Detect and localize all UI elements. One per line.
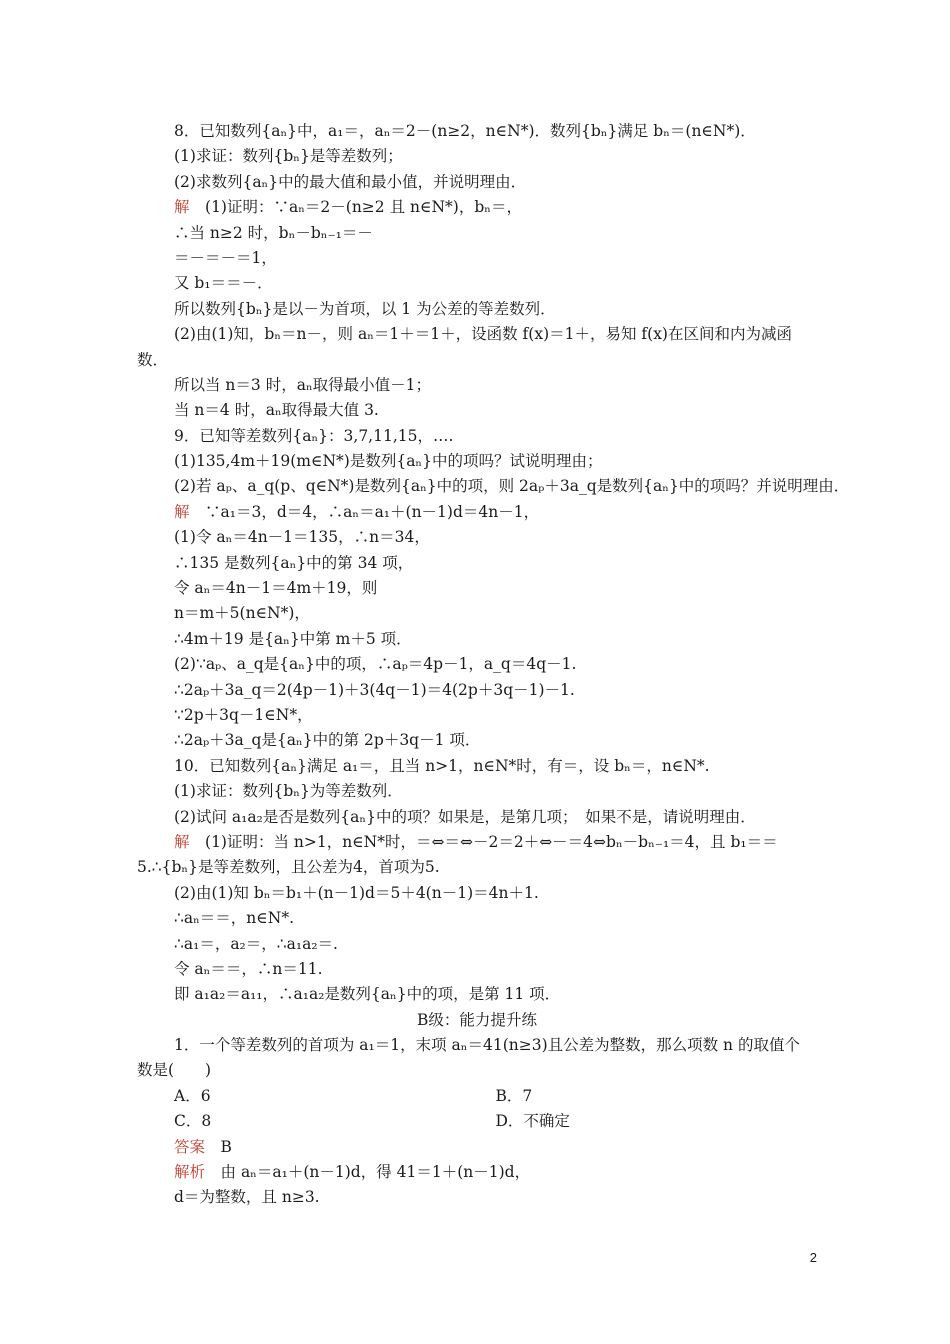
text-line — [137, 170, 817, 195]
text-line — [137, 348, 817, 373]
page-number: 2 — [809, 1250, 817, 1265]
text-line — [137, 754, 817, 779]
options-row-2 — [137, 1109, 817, 1134]
text-line — [137, 855, 817, 880]
line-text: 又 b₁＝＝－． — [174, 274, 273, 293]
analysis-line — [137, 1160, 817, 1185]
text-line — [137, 144, 817, 169]
line-text: (1)证明：当 n>1，n∈N*时，＝⇔＝⇔－2＝2＋⇔－＝4⇔bₙ－bₙ₋₁＝4，且 b₁＝＝ — [189, 832, 778, 851]
answer-label: 答案 — [174, 1137, 206, 1156]
text-line — [137, 779, 817, 804]
line-text: (1)求证：数列{bₙ}是等差数列； — [174, 147, 403, 166]
line-text: ∴aₙ＝＝，n∈N*. — [174, 909, 295, 928]
line-text: ∴当 n≥2 时，bₙ－bₙ₋₁＝－ — [174, 223, 373, 242]
line-text: (2)∵aₚ、a_q是{aₙ}中的项，∴aₚ＝4p－1，a_q＝4q－1. — [174, 655, 577, 674]
line-text: 5.∴{bₙ}是等差数列，且公差为4，首项为5. — [137, 858, 440, 877]
option-c: C．8 — [174, 1112, 212, 1131]
analysis-line-2: d＝为整数，且 n≥3. — [174, 1188, 320, 1207]
text-line — [137, 195, 817, 220]
text-line — [137, 221, 817, 246]
page-content — [137, 119, 850, 1211]
text-line — [137, 728, 817, 753]
solution-lines — [137, 119, 850, 1008]
line-text: ∴2aₚ＋3a_q＝2(4p－1)＋3(4q－1)＝4(2p＋3q－1)－1. — [174, 680, 575, 699]
line-text: 所以当 n＝3 时，aₙ取得最小值－1； — [174, 375, 432, 394]
line-text: 当 n＝4 时，aₙ取得最大值 3. — [174, 401, 379, 420]
text-line — [137, 982, 817, 1007]
text-line — [137, 576, 817, 601]
text-line — [137, 424, 817, 449]
line-text: (2)由(1)知 bₙ＝b₁＋(n－1)d＝5＋4(n－1)＝4n＋1. — [174, 883, 539, 902]
text-line — [137, 297, 817, 322]
text-line — [137, 627, 817, 652]
solution-label: 解 — [174, 502, 190, 521]
text-line — [137, 703, 817, 728]
line-text: (2)由(1)知，bₙ＝n－，则 aₙ＝1＋＝1＋，设函数 f(x)＝1＋，易知 f(x)在区间和内为减函 — [174, 325, 792, 344]
solution-label: 解 — [174, 198, 190, 217]
options-row-1 — [137, 1084, 817, 1109]
line-text: (2)求数列{aₙ}中的最大值和最小值，并说明理由． — [174, 172, 527, 191]
line-text: 即 a₁a₂＝a₁₁，∴a₁a₂是数列{aₙ}中的项，是第 11 项． — [174, 985, 561, 1004]
line-text: 令 aₙ＝＝，∴n＝11. — [174, 959, 323, 978]
text-line — [137, 957, 817, 982]
text-line — [137, 474, 850, 499]
answer-line — [137, 1135, 817, 1160]
line-text: n＝m＋5(n∈N*)， — [174, 604, 310, 623]
section-title: B级：能力提升练 — [417, 1010, 537, 1029]
text-line — [137, 500, 817, 525]
line-text: 数． — [137, 350, 169, 369]
line-text: ＝－＝－＝1， — [174, 248, 277, 267]
line-text: ∵2p＋3q－1∈N*， — [174, 705, 313, 724]
line-text: ∴a₁＝，a₂＝，∴a₁a₂＝. — [174, 934, 338, 953]
line-text: ∴4m＋19 是{aₙ}中第 m＋5 项． — [174, 629, 412, 648]
line-text: 8．已知数列{aₙ}中，a₁＝，aₙ＝2－(n≥2，n∈N*)．数列{bₙ}满足 bₙ＝(n∈N*)． — [174, 122, 756, 140]
option-d: D．不确定 — [495, 1112, 570, 1131]
line-text: (1)证明：∵aₙ＝2－(n≥2 且 n∈N*)，bₙ＝， — [189, 198, 522, 217]
text-line — [137, 678, 817, 703]
question-text-cont: 数是( ) — [137, 1061, 212, 1080]
analysis-text: 由 aₙ＝a₁＋(n－1)d，得 41＝1＋(n－1)d， — [205, 1163, 531, 1182]
text-line — [137, 119, 817, 144]
line-text: (1)求证：数列{bₙ}为等差数列． — [174, 782, 403, 801]
line-text: 令 aₙ＝4n－1＝4m＋19，则 — [174, 579, 378, 598]
text-line — [137, 551, 817, 576]
line-text: ∴2aₚ＋3a_q是{aₙ}中的第 2p＋3q－1 项． — [174, 731, 481, 750]
line-text: (1)135,4m＋19(m∈N*)是数列{aₙ}中的项吗？试说明理由； — [174, 452, 603, 471]
text-line — [137, 652, 817, 677]
line-text: 所以数列{bₙ}是以－为首项，以 1 为公差的等差数列． — [174, 299, 556, 318]
text-line — [137, 830, 817, 855]
line-text: ∴135 是数列{aₙ}中的第 34 项， — [174, 553, 414, 572]
text-line — [137, 601, 817, 626]
line-text: 9．已知等差数列{aₙ}：3,7,11,15，…. — [174, 426, 454, 445]
line-text: (2)若 aₚ、a_q(p、q∈N*)是数列{aₙ}中的项，则 2aₚ＋3a_q是数列{aₙ}中的项吗？并说明理由． — [174, 477, 850, 496]
option-b: B．7 — [495, 1086, 533, 1105]
text-line — [137, 449, 817, 474]
text-line — [137, 932, 817, 957]
text-line — [137, 246, 817, 271]
line-text: 10．已知数列{aₙ}满足 a₁＝，且当 n>1，n∈N*时，有＝，设 bₙ＝，n∈N*. — [174, 756, 710, 775]
text-line — [137, 906, 817, 931]
text-line — [137, 322, 817, 347]
line-text: ∵a₁＝3，d＝4，∴aₙ＝a₁＋(n－1)d＝4n－1， — [189, 502, 540, 521]
line-text: (2)试问 a₁a₂是否是数列{aₙ}中的项？如果是，是第几项； 如果不是，请说明理由． — [174, 807, 756, 826]
solution-label: 解 — [174, 832, 190, 851]
analysis-label: 解析 — [174, 1163, 206, 1182]
question-text: 1．一个等差数列的首项为 a₁＝1，末项 aₙ＝41(n≥3)且公差为整数，那么项数 n 的取值个 — [174, 1036, 800, 1055]
text-line — [137, 271, 817, 296]
text-line — [137, 398, 817, 423]
text-line — [137, 525, 817, 550]
text-line — [137, 805, 817, 830]
text-line — [137, 373, 817, 398]
text-line — [137, 881, 817, 906]
answer-value: B — [205, 1137, 232, 1156]
option-a: A．6 — [174, 1086, 211, 1105]
line-text: (1)令 aₙ＝4n－1＝135，∴n＝34， — [174, 528, 430, 547]
